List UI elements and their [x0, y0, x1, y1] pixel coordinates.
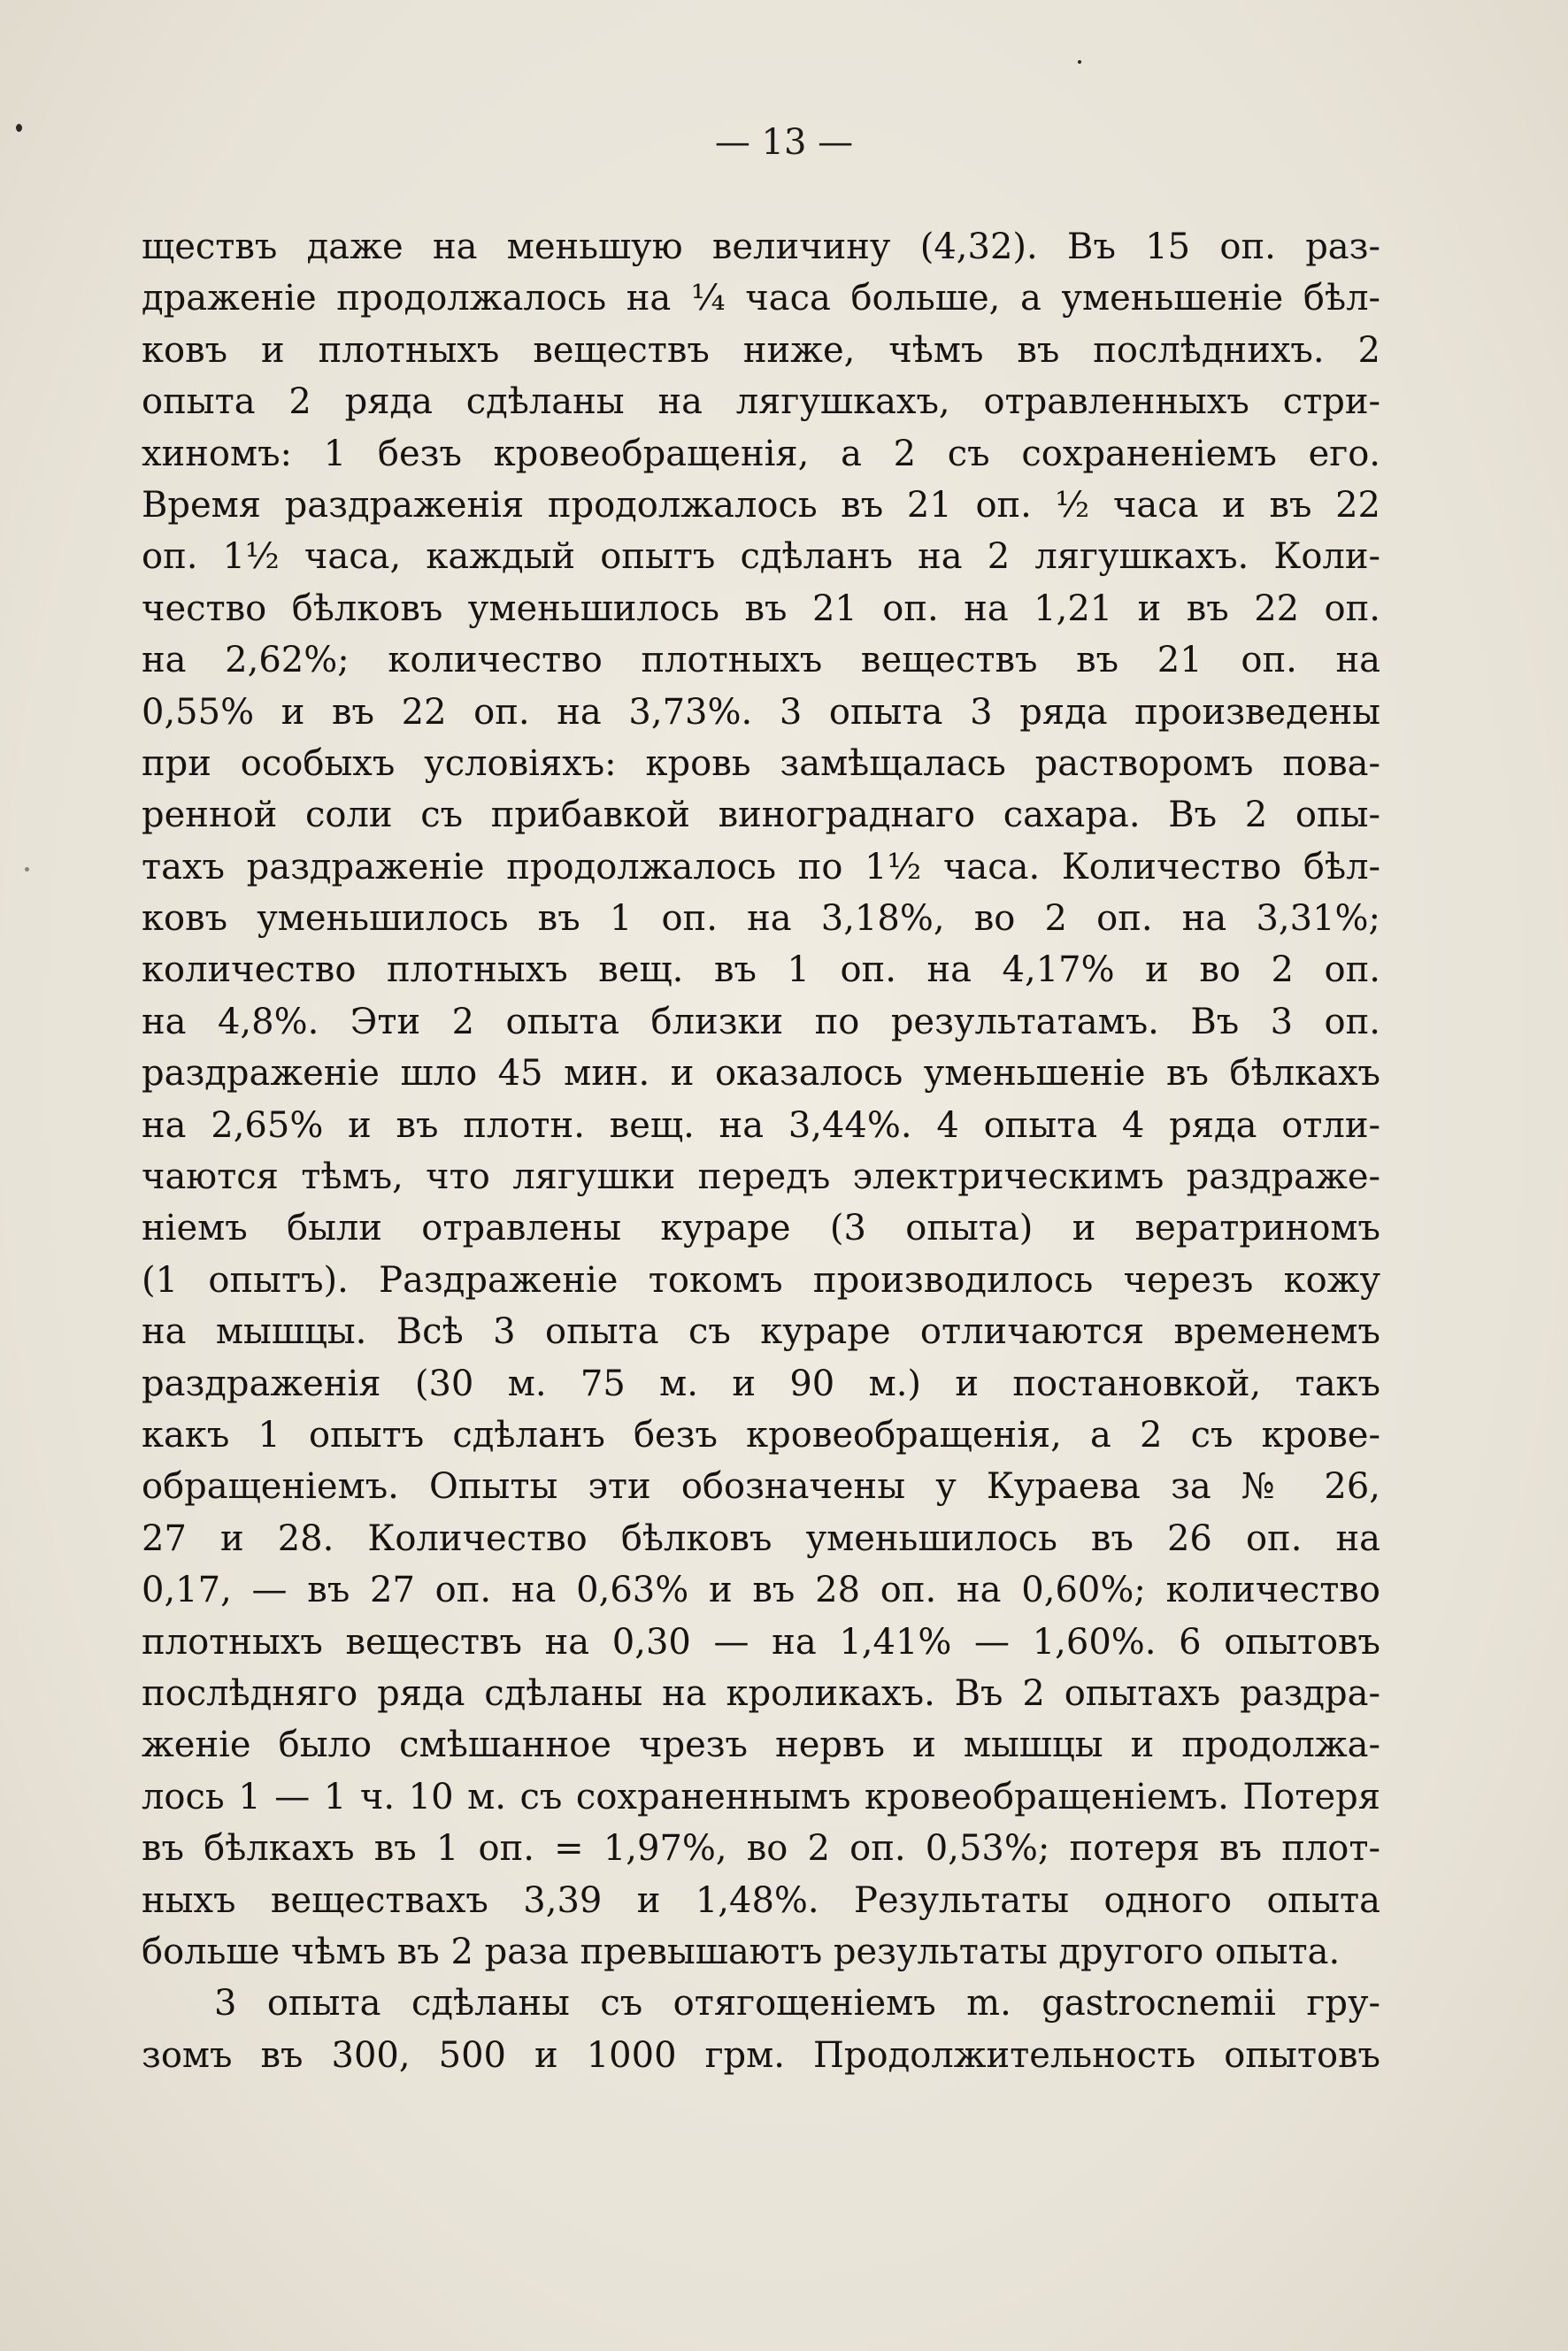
paragraph-start-line: 3 опыта сдѣланы съ отягощеніемъ m. gastrocnemii гру-	[214, 1983, 1380, 2024]
text-line: 0,17, — въ 27 оп. на 0,63% и въ 28 оп. на 0,60%; количество	[142, 1570, 1380, 1611]
text-line: зомъ въ 300, 500 и 1000 грм. Продолжительность опытовъ	[142, 2034, 1380, 2076]
text-line: послѣдняго ряда сдѣланы на кроликахъ. Въ 2 опытахъ раздра-	[142, 1672, 1380, 1714]
text-line: 27 и 28. Количество бѣлковъ уменьшилось въ 26 оп. на	[142, 1517, 1380, 1559]
text-line: (1 опытъ). Раздраженіе токомъ производилось черезъ кожу	[142, 1259, 1380, 1301]
print-speck	[1078, 60, 1081, 64]
text-line: чество бѣлковъ уменьшилось въ 21 оп. на 1,21 и въ 22 оп.	[142, 588, 1380, 629]
text-line: драженіе продолжалось на ¼ часа больше, а уменьшеніе бѣл-	[142, 278, 1380, 319]
text-line: чаются тѣмъ, что лягушки передъ электрическимъ раздраже-	[142, 1156, 1380, 1198]
text-line: женіе было смѣшанное чрезъ нервъ и мышцы и продолжа-	[142, 1725, 1380, 1766]
text-line: обращеніемъ. Опыты эти обозначены у Кураева за № 26,	[142, 1466, 1380, 1508]
body-text	[142, 221, 1380, 2081]
text-line: хиномъ: 1 безъ кровеобращенія, а 2 съ сохраненіемъ его.	[142, 433, 1380, 474]
text-line: количество плотныхъ вещ. въ 1 оп. на 4,17% и во 2 оп.	[142, 949, 1380, 991]
text-line: на 2,65% и въ плотн. вещ. на 3,44%. 4 опыта 4 ряда отли-	[142, 1104, 1380, 1146]
text-line: 0,55% и въ 22 оп. на 3,73%. 3 опыта 3 ряда произведены	[142, 691, 1380, 733]
text-line: лось 1 — 1 ч. 10 м. съ сохраненнымъ кровеобращеніемъ. Потеря	[142, 1776, 1380, 1817]
text-line: Время раздраженія продолжалось въ 21 оп. ½ часа и въ 22	[142, 484, 1380, 526]
text-line: ществъ даже на меньшую величину (4,32). Въ 15 оп. раз-	[142, 227, 1380, 267]
text-line: ніемъ были отравлены кураре (3 опыта) и вератриномъ	[142, 1208, 1380, 1249]
text-line: ныхъ веществахъ 3,39 и 1,48%. Результаты одного опыта	[142, 1879, 1380, 1921]
text-line: на 2,62%; количество плотныхъ веществъ въ 21 оп. на	[142, 640, 1380, 681]
print-speck	[25, 867, 29, 872]
page-number: — 13 —	[714, 122, 854, 163]
text-line: раздраженія (30 м. 75 м. и 90 м.) и постановкой, такъ	[142, 1363, 1380, 1404]
text-line: при особыхъ условіяхъ: кровь замѣщалась растворомъ пова-	[142, 742, 1380, 784]
text-line: въ бѣлкахъ въ 1 оп. = 1,97%, во 2 оп. 0,53%; потеря въ плот-	[142, 1828, 1380, 1870]
text-line: опыта 2 ряда сдѣланы на лягушкахъ, отравленныхъ стри-	[142, 381, 1380, 423]
text-line: плотныхъ веществъ на 0,30 — на 1,41% — 1,60%. 6 опытовъ	[142, 1621, 1380, 1663]
text-line: ковъ и плотныхъ веществъ ниже, чѣмъ въ послѣднихъ. 2	[142, 329, 1380, 371]
text-line: ковъ уменьшилось въ 1 оп. на 3,18%, во 2 оп. на 3,31%;	[142, 898, 1380, 940]
text-line: какъ 1 опытъ сдѣланъ безъ кровеобращенія, а 2 съ крове-	[142, 1414, 1380, 1456]
text-line: на 4,8%. Эти 2 опыта близки по результатамъ. Въ 3 оп.	[142, 1001, 1380, 1042]
text-line: тахъ раздраженіе продолжалось по 1½ часа. Количество бѣл-	[142, 846, 1380, 887]
text-line: ренной соли съ прибавкой винограднаго сахара. Въ 2 опы-	[142, 795, 1380, 836]
paragraph-end-line: больше чѣмъ въ 2 раза превышаютъ результаты другого опыта.	[142, 1931, 1341, 1972]
text-line: раздраженіе шло 45 мин. и оказалось уменьшеніе въ бѣлкахъ	[142, 1053, 1380, 1095]
text-line: на мышцы. Всѣ 3 опыта съ кураре отличаются временемъ	[142, 1311, 1380, 1353]
text-line: оп. 1½ часа, каждый опытъ сдѣланъ на 2 лягушкахъ. Коли-	[142, 536, 1380, 578]
